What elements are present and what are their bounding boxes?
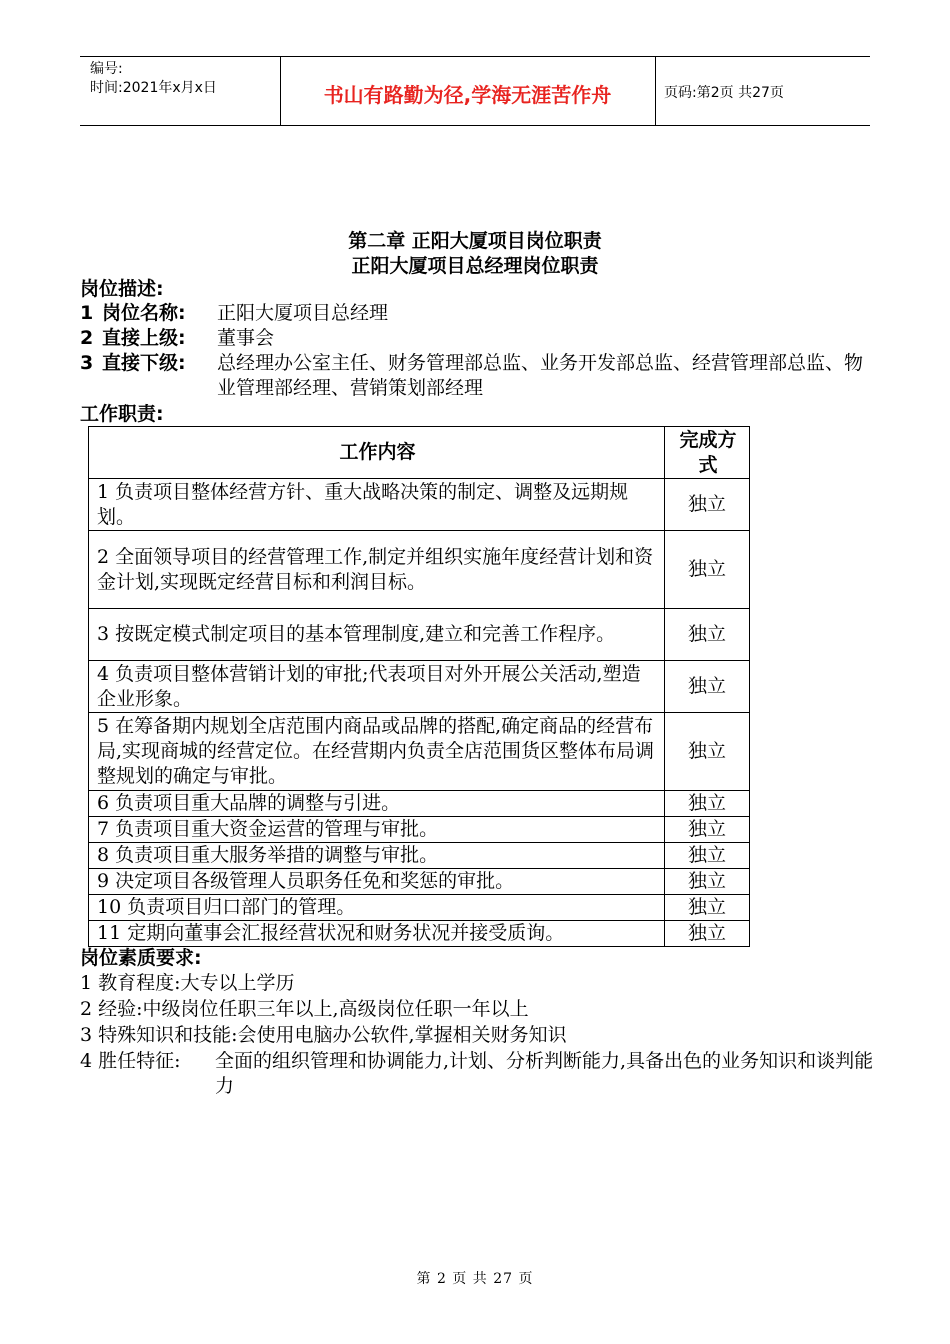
duties-heading: 工作职责:	[80, 403, 164, 425]
table-row	[89, 869, 750, 895]
chapter-title: 第二章 正阳大厦项目岗位职责	[348, 230, 602, 252]
qualification-label: 2 经验:	[80, 998, 143, 1020]
duty-way: 独立	[665, 869, 750, 895]
header-page-info: 页码:第2页 共27页	[664, 85, 784, 101]
qualification-label: 4 胜任特征:	[80, 1050, 181, 1072]
duty-way: 独立	[665, 895, 750, 921]
table-row	[89, 791, 750, 817]
table-row	[89, 817, 750, 843]
table-row	[89, 921, 750, 947]
duty-way: 独立	[665, 531, 750, 609]
column-header-content: 工作内容	[89, 427, 665, 479]
qualifications-heading: 岗位素质要求:	[80, 947, 202, 969]
qualification-value: 大专以上学历	[180, 972, 295, 994]
item-label: 直接上级:	[102, 327, 186, 349]
qualification-value: 全面的组织管理和协调能力,计划、分析判断能力,具备出色的业务知识和谈判能力	[215, 1050, 874, 1097]
qualification-value: 会使用电脑办公软件,掌握相关财务知识	[237, 1024, 567, 1046]
header-meta	[90, 60, 217, 98]
qualification-item	[80, 997, 875, 1022]
duty-content: 4 负责项目整体营销计划的审批;代表项目对外开展公关活动,塑造企业形象。	[89, 661, 665, 713]
duty-way: 独立	[665, 661, 750, 713]
position-item	[80, 326, 875, 351]
duty-way: 独立	[665, 791, 750, 817]
item-number: 2	[80, 327, 94, 349]
qualification-item	[80, 1023, 875, 1048]
document-number-label: 编号:	[90, 61, 123, 77]
duty-way: 独立	[665, 609, 750, 661]
duty-content: 1 负责项目整体经营方针、重大战略决策的制定、调整及远期规划。	[89, 479, 665, 531]
table-row	[89, 713, 750, 791]
position-item	[80, 351, 875, 401]
qualification-value: 中级岗位任职三年以上,高级岗位任职一年以上	[142, 998, 529, 1020]
duty-content: 10 负责项目归口部门的管理。	[89, 895, 665, 921]
item-value: 正阳大厦项目总经理	[217, 302, 389, 324]
duty-content: 5 在筹备期内规划全店范围内商品或品牌的搭配,确定商品的经营布局,实现商城的经营定位。在经营期内负责全店范围货区整体布局调整规划的确定与审批。	[89, 713, 665, 791]
table-row	[89, 843, 750, 869]
page-header	[80, 56, 870, 126]
item-label: 岗位名称:	[102, 302, 186, 324]
table-row	[89, 661, 750, 713]
duty-content: 6 负责项目重大品牌的调整与引进。	[89, 791, 665, 817]
duty-content: 8 负责项目重大服务举措的调整与审批。	[89, 843, 665, 869]
item-number: 3	[80, 352, 94, 374]
duty-content: 2 全面领导项目的经营管理工作,制定并组织实施年度经营计划和资金计划,实现既定经营目标和利润目标。	[89, 531, 665, 609]
duty-content: 11 定期向董事会汇报经营状况和财务状况并接受质询。	[89, 921, 665, 947]
duties-table	[88, 426, 750, 947]
duty-way: 独立	[665, 817, 750, 843]
table-row	[89, 531, 750, 609]
header-motto: 书山有路勤为径,学海无涯苦作舟	[323, 83, 612, 107]
duty-way: 独立	[665, 843, 750, 869]
page-footer: 第 2 页 共 27 页	[416, 1271, 534, 1287]
table-row	[89, 479, 750, 531]
duty-content: 9 决定项目各级管理人员职务任免和奖惩的审批。	[89, 869, 665, 895]
header-divider	[655, 57, 656, 125]
duty-content: 7 负责项目重大资金运营的管理与审批。	[89, 817, 665, 843]
table-row	[89, 609, 750, 661]
table-row	[89, 895, 750, 921]
duty-content: 3 按既定模式制定项目的基本管理制度,建立和完善工作程序。	[89, 609, 665, 661]
qualification-item	[80, 971, 875, 996]
item-number: 1	[80, 302, 94, 324]
duty-way: 独立	[665, 479, 750, 531]
position-item	[80, 301, 875, 326]
sub-title: 正阳大厦项目总经理岗位职责	[351, 255, 599, 277]
item-value: 总经理办公室主任、财务管理部总监、业务开发部总监、经营管理部总监、物业管理部经理、营销策划部经理	[217, 352, 864, 399]
column-header-way: 完成方式	[665, 427, 750, 479]
qualification-label: 1 教育程度:	[80, 972, 181, 994]
duty-way: 独立	[665, 713, 750, 791]
document-time: 时间:2021年x月x日	[90, 80, 217, 96]
item-value: 董事会	[217, 327, 275, 349]
qualification-item	[80, 1049, 875, 1099]
qualification-label: 3 特殊知识和技能:	[80, 1024, 238, 1046]
duty-way: 独立	[665, 921, 750, 947]
position-description-heading: 岗位描述:	[80, 278, 164, 300]
table-header-row	[89, 427, 750, 479]
item-label: 直接下级:	[102, 352, 186, 374]
